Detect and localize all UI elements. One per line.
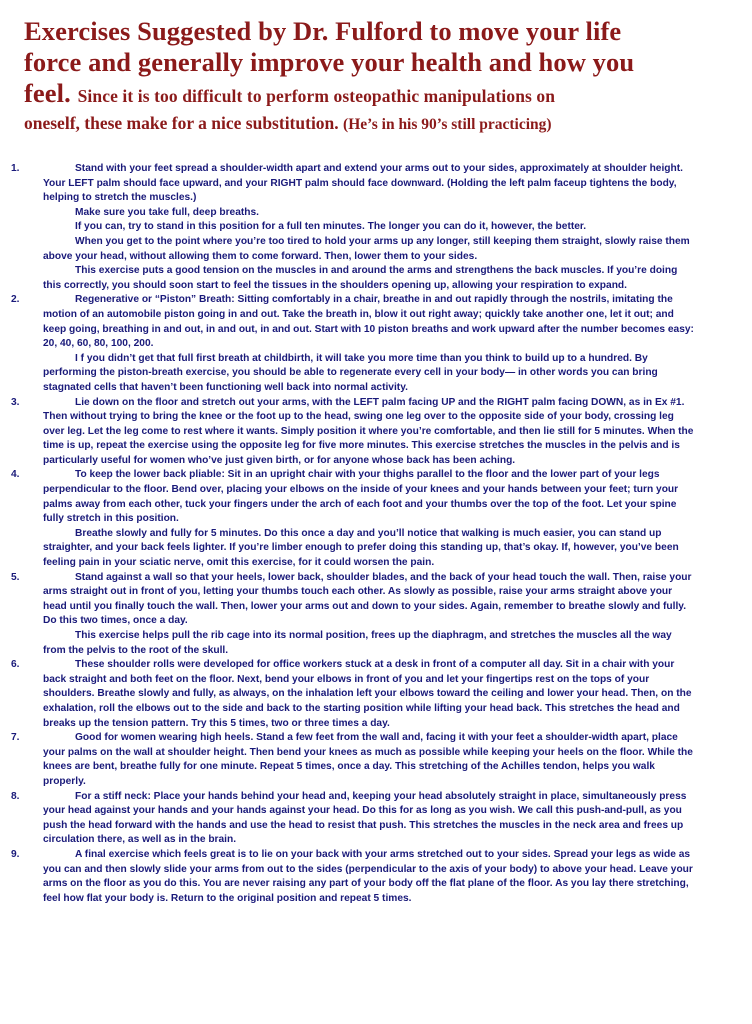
exercise-item	[11, 396, 697, 469]
exercise-paragraph: Lie down on the floor and stretch out your arms, with the LEFT palm facing UP and the RIGHT palm facing DOWN, as in Ex #1. Then without trying to bring the knee or the foot up to the head, swing one leg over to the opposite side of your body, crossing leg over leg. Let the leg come to rest where it wants. Simply position it where you’re comfortable, and then lie still for 5 minutes. When the time is up, repeat the exercise using the opposite leg for five more minutes. This exercise stretches the muscles in the pelvis and is particularly useful for women who’ve just given birth, or for anyone whose back has been aching.	[43, 396, 694, 466]
exercise-number: 3.	[11, 396, 20, 408]
exercise-number: 4.	[11, 469, 20, 481]
exercise-item	[11, 658, 697, 731]
exercise-number: 2.	[11, 294, 20, 306]
document-header	[24, 16, 734, 136]
exercise-item	[11, 790, 697, 848]
exercise-paragraph: These shoulder rolls were developed for office workers stuck at a desk in front of a computer all day. Sit in a chair with your back straight and both feet on the floor. Next, bend your elbows in front of you and let your fingertips rest on the tops of your shoulders. Breathe slowly and fully, as always, on the inhalation left your elbows toward the ceiling and lower your head. Then, on the exhalation, roll the elbows out to the side and back to the starting position while lifting your head back. This stretches the head and breaks up the tension pattern. Try this 5 times, two or three times a day.	[43, 659, 692, 729]
exercise-number: 5.	[11, 571, 20, 583]
exercise-item	[11, 848, 697, 906]
exercise-paragraph: If you can, try to stand in this position for a full ten minutes. The longer you can do it, however, the better.	[75, 221, 587, 233]
exercise-paragraph: Stand with your feet spread a shoulder-width apart and extend your arms out to your sides, approximately at shoulder height. Your LEFT palm should face upward, and your RIGHT palm should face downward. (Holding the left palm faceup tightens the body, helping to stretch the muscles.)	[43, 163, 683, 204]
exercise-paragraph: For a stiff neck: Place your hands behind your head and, keeping your head absolutely straight in place, simultaneously press your head against your hands and your hands against your head. Do this for as long as you wish. We call this push-and-pull, as you push the head forward with the hands and use the head to resist that push. This stretches the muscles in the neck area and frees up circulation there, as well as in the brain.	[43, 790, 687, 846]
exercise-number: 7.	[11, 732, 20, 744]
exercise-paragraph: Stand against a wall so that your heels, lower back, shoulder blades, and the back of your head touch the wall. Then, raise your arms straight out in front of you, letting your thumbs touch each other. As slowly as possible, raise your arms straight above your head until you finally touch the wall. Then, lower your arms out and down to your sides. Again, remember to breathe slowly and fully. Do this two times, once a day.	[43, 571, 692, 627]
exercise-paragraph: Regenerative or “Piston” Breath: Sitting comfortably in a chair, breathe in and out rapidly through the nostrils, imitating the motion of an automobile piston going in and out. Take the breath in, blow it out right away; quickly take another one, let it out; and keep going, breathing in and out, in and out, in and out. Start with 10 piston breaths and work upward after the number becomes easy: 20, 40, 60, 80, 100, 200.	[43, 294, 694, 350]
exercise-paragraph: When you get to the point where you’re too tired to hold your arms up any longer, still keeping them straight, slowly raise them above your head, without allowing them to come forward. Then, lower them to your sides.	[43, 235, 690, 262]
exercise-paragraph: Breathe slowly and fully for 5 minutes. Do this once a day and you’ll notice that walking is much easier, you can stand up straighter, and your back feels lighter. If you’re limber enough to prefer doing this standing up, that’s okay. If, however, you’ve been feeling pain in your sciatic nerve, omit this exercise, for it could worsen the pain.	[43, 527, 679, 569]
exercise-item	[11, 293, 697, 395]
title-line-1: Exercises Suggested by Dr. Fulford to move your life	[24, 16, 622, 46]
title-note: (He’s in his 90’s still practicing)	[343, 116, 552, 133]
exercise-item	[11, 731, 697, 789]
title-line-4: oneself, these make for a nice substitution.	[24, 113, 339, 133]
exercise-item	[11, 571, 697, 659]
exercise-number: 1.	[11, 163, 20, 174]
exercise-list	[11, 162, 697, 906]
exercise-paragraph: This exercise puts a good tension on the muscles in and around the arms and strengthens the back muscles. If you’re doing this correctly, you should soon start to feel the tissues in the shoulders opening up, allowing your respiration to expand.	[43, 265, 678, 291]
title-line-3-rest: Since it is too difficult to perform osteopathic manipulations on	[77, 86, 556, 106]
exercise-item	[11, 468, 697, 570]
exercise-paragraph: Make sure you take full, deep breaths.	[75, 206, 260, 218]
exercise-paragraph: This exercise helps pull the rib cage into its normal position, frees up the diaphragm, and stretches the muscles all the way from the pelvis to the root of the skull.	[43, 630, 672, 656]
exercise-number: 8.	[11, 790, 20, 802]
exercise-paragraph: A final exercise which feels great is to lie on your back with your arms stretched out to your sides. Spread your legs as wide as you can and then slowly slide your arms from out to the sides (perpendicular to the axis of your body) to above your head. Leave your arms on the floor as you do this. You are never raising any part of your body off the flat plane of the floor. As you lay there stretching, feel how flat your body is. Return to the original position and repeat 5 times.	[43, 848, 693, 904]
exercise-paragraph: To keep the lower back pliable: Sit in an upright chair with your thighs parallel to the floor and the lower part of your legs perpendicular to the floor. Bend over, placing your elbows on the inside of your knees and your hands between your feet; turn your palms away from each other, tuck your fingers under the arch of each foot and your thumbs over the top of the foot. Let your spine fully stretch in this position.	[43, 469, 679, 525]
exercise-paragraph: I f you didn’t get that full first breath at childbirth, it will take you more time than you think to build up to a hundred. By performing the piston-breath exercise, you should be able to regenerate every cell in your body— in other words you can bring stagnated cells that haven’t been functioning well back into normal activity.	[43, 352, 658, 393]
exercise-number: 9.	[11, 848, 20, 860]
exercise-paragraph: Good for women wearing high heels. Stand a few feet from the wall and, facing it with your feet a shoulder-width apart, place your palms on the wall at shoulder height. Then bend your knees as much as possible while keeping your heels on the floor. While the knees are bent, breathe fully for one minute. Repeat 5 times, once a day. This stretching of the Achilles tendon, helps you walk properly.	[43, 732, 693, 787]
title-line-2: force and generally improve your health and how you	[24, 47, 635, 77]
title-line-3-lead: feel.	[24, 78, 71, 108]
exercise-item	[11, 162, 697, 293]
exercise-number: 6.	[11, 659, 20, 671]
